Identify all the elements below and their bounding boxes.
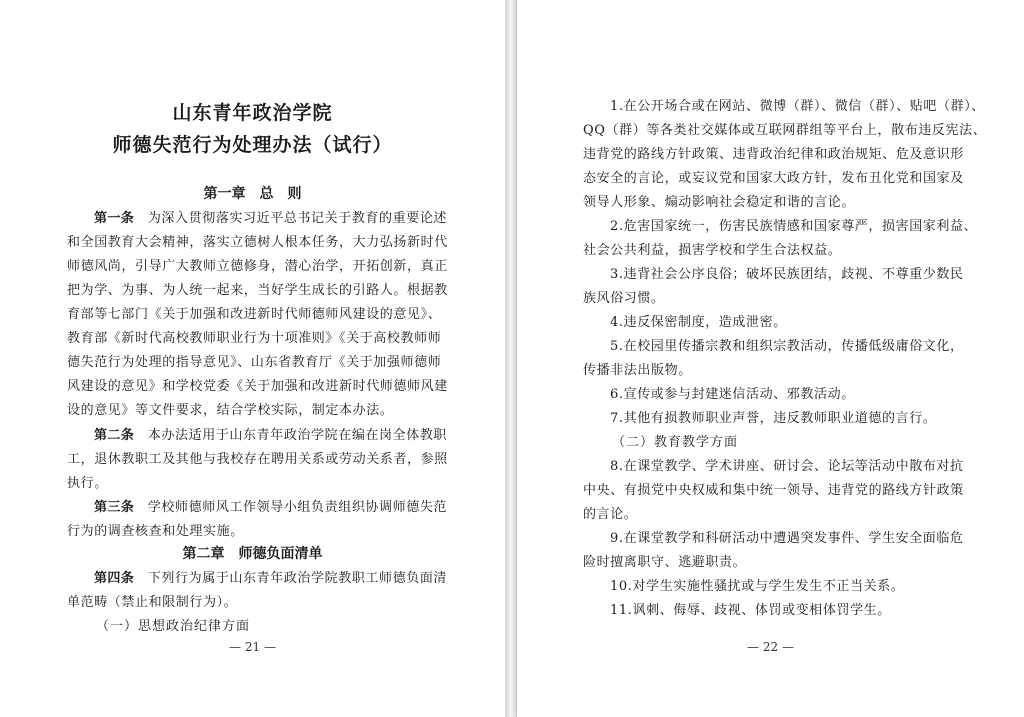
text-line: 风建设的意见》和学校党委《关于加强和改进新时代师德师风建 [67, 379, 448, 394]
article-label: 第一条 [94, 211, 135, 226]
text-line: 传播非法出版物。 [583, 363, 692, 378]
text-line: 险时擅离职守、逃避职责。 [583, 555, 747, 570]
article-label: 第二条 [94, 428, 135, 443]
text-line: 本办法适用于山东青年政治学院在编在岗全体教职 [147, 428, 448, 443]
text-line: 态安全的言论，或妄议党和国家大政方针，发布丑化党和国家及 [583, 171, 964, 186]
text-line: 2.危害国家统一，伤害民族情感和国家尊严，损害国家利益、 [610, 219, 978, 234]
text-line: 和全国教育大会精神，落实立德树人根本任务，大力弘扬新时代 [67, 235, 448, 250]
text-line: 行为的调查核查和处理实施。 [67, 524, 244, 539]
text-line: 学校师德师风工作领导小组负责组织协调师德失范 [147, 500, 448, 515]
chapter-heading: 第一章 总 则 [203, 186, 302, 202]
chapter-heading: 第二章 师德负面清单 [182, 546, 323, 562]
text-line: 11.讽刺、侮辱、歧视、体罚或变相体罚学生。 [610, 603, 891, 618]
page-gutter [505, 0, 517, 717]
text-line: 9.在课堂教学和科研活动中遭遇突发事件、学生安全面临危 [610, 531, 964, 546]
text-line: 3.违背社会公序良俗；破坏民族团结，歧视、不尊重少数民 [610, 267, 964, 282]
text-line: 社会公共利益，损害学校和学生合法权益。 [583, 243, 842, 258]
text-line: 工，退休教职工及其他与我校存在聘用关系或劳动关系者，参照 [67, 452, 448, 467]
text-line: 为深入贯彻落实习近平总书记关于教育的重要论述 [147, 211, 448, 226]
document-title: 山东青年政治学院 [172, 102, 333, 124]
text-line: 1.在公开场合或在网站、微博（群）、微信（群）、贴吧（群）、 [610, 99, 985, 114]
article-label: 第四条 [94, 571, 135, 586]
text-line: 育部等七部门《关于加强和改进新时代师德师风建设的意见》、 [67, 307, 442, 322]
text-line: 5.在校园里传播宗教和组织宗教活动，传播低级庸俗文化， [610, 339, 964, 354]
text-line: 8.在课堂教学、学术讲座、研讨会、论坛等活动中散布对抗 [610, 459, 964, 474]
page-number: — 22 — [747, 640, 794, 654]
document-subtitle: 师德失范行为处理办法（试行） [112, 134, 393, 156]
text-line: 中央、有损党中央权威和集中统一领导、违背党的路线方针政策 [583, 483, 964, 498]
article-label: 第三条 [94, 500, 135, 515]
text-line: QQ（群）等各类社交媒体或互联网群组等平台上，散布违反宪法、 [583, 123, 987, 138]
text-line: 设的意见》等文件要求，结合学校实际，制定本办法。 [67, 403, 394, 418]
section-heading: （二）教育教学方面 [612, 435, 739, 450]
text-line: 师德风尚，引导广大教师立德修身，潜心治学，开拓创新，真正 [67, 259, 448, 274]
text-line: 德失范行为处理的指导意见》、山东省教育厅《关于加强师德师 [67, 355, 442, 370]
left-page [0, 0, 505, 717]
right-page [517, 0, 1024, 717]
text-line: 4.违反保密制度，造成泄密。 [610, 315, 787, 330]
text-line: 6.宣传或参与封建迷信活动、邪教活动。 [610, 387, 855, 402]
text-line: 单范畴（禁止和限制行为）。 [67, 595, 238, 610]
text-line: 执行。 [67, 476, 108, 491]
text-line: 领导人形象、煽动影响社会稳定和谐的言论。 [583, 195, 856, 210]
text-line: 7.其他有损教师职业声誉，违反教师职业道德的言行。 [610, 411, 937, 426]
text-line: 把为学、为事、为人统一起来，当好学生成长的引路人。根据教 [67, 283, 448, 298]
text-line: 的言论。 [583, 507, 638, 522]
text-line: 违背党的路线方针政策、违背政治纪律和政治规矩、危及意识形 [583, 147, 964, 162]
page-number: — 21 — [229, 640, 276, 654]
text-line: 下列行为属于山东青年政治学院教职工师德负面清 [147, 571, 448, 586]
text-line: 教育部《新时代高校教师职业行为十项准则》《关于高校教师师 [67, 331, 442, 346]
text-line: 族风俗习惯。 [583, 291, 665, 306]
section-heading: （一）思想政治纪律方面 [96, 619, 251, 634]
text-line: 10.对学生实施性骚扰或与学生发生不正当关系。 [610, 579, 905, 594]
